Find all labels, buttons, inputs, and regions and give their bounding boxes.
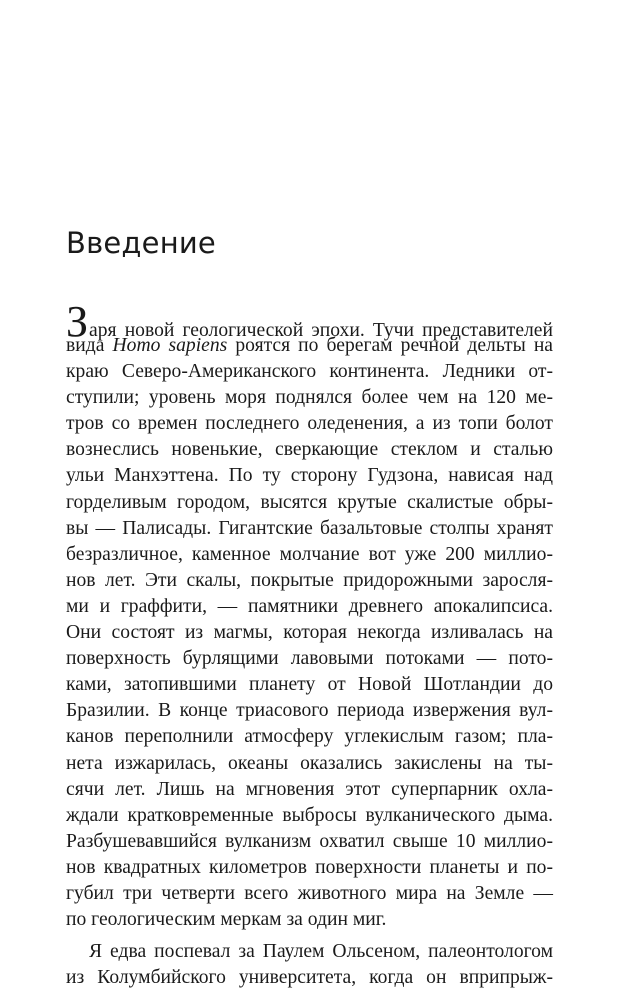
- text-line: краю Северо-Американского континента. Ледники от-: [66, 361, 553, 383]
- text-line: тров со времен последнего оледенения, а из топи болот: [66, 413, 553, 435]
- species-name: Homo sapiens: [112, 335, 228, 356]
- text-line: нов квадратных километров поверхности планеты и по-: [66, 856, 553, 878]
- text-line: Бразилии. В конце триасового периода извержения вул-: [66, 700, 553, 722]
- text-line: Я едва поспевал за Паулем Ольсеном, палеонтологом: [89, 941, 553, 963]
- text-line: ками, затопившими планету от Новой Шотландии до: [66, 674, 553, 696]
- text-line: безразличное, каменное молчание вот уже 200 миллио-: [66, 543, 553, 565]
- chapter-title: Введение: [66, 226, 216, 260]
- drop-cap: З: [66, 297, 89, 346]
- text-line: вы — Палисады. Гигантские базальтовые столпы хранят: [66, 517, 553, 539]
- text-line: нов лет. Эти скалы, покрытые придорожными заросля-: [66, 569, 553, 591]
- text-line: вознеслись новенькие, сверкающие стеклом и сталью: [66, 439, 553, 461]
- text-line: губил три четверти всего животного мира на Земле —: [66, 882, 553, 904]
- text-line: по геологическим меркам за один миг.: [66, 909, 387, 931]
- text-line: ждали кратковременные выбросы вулканического дыма.: [66, 804, 553, 826]
- text-line: ступили; уровень моря поднялся более чем на 120 ме-: [66, 387, 553, 409]
- text-line: канов переполнили атмосферу углекислым газом; пла-: [66, 726, 553, 748]
- text-line: ульи Манхэттена. По ту сторону Гудзона, нависая над: [66, 465, 553, 487]
- text-line: из Колумбийского университета, когда он вприпрыж-: [66, 967, 553, 989]
- text-line: сячи лет. Лишь на мгновения этот суперпарник охла-: [66, 778, 553, 800]
- text-line: Разбушевавшийся вулканизм охватил свыше 10 миллио-: [66, 830, 553, 852]
- text-line: Заря новой геологической эпохи. Тучи представителей: [66, 297, 553, 346]
- text-line: горделивым городом, высятся крутые скалистые обры-: [66, 491, 553, 513]
- text-line: поверхность бурлящими лавовыми потоками — пото-: [66, 648, 553, 670]
- body-text: [66, 297, 553, 991]
- text-line: нета изжарилась, океаны оказались закислены на ты-: [66, 752, 553, 774]
- text-line: ми и граффити, — памятники древнего апокалипсиса.: [66, 595, 553, 617]
- text-line: Они состоят из магмы, которая некогда изливалась на: [66, 622, 553, 644]
- text-line: вида Homo sapiens роятся по берегам речной дельты на: [66, 335, 553, 356]
